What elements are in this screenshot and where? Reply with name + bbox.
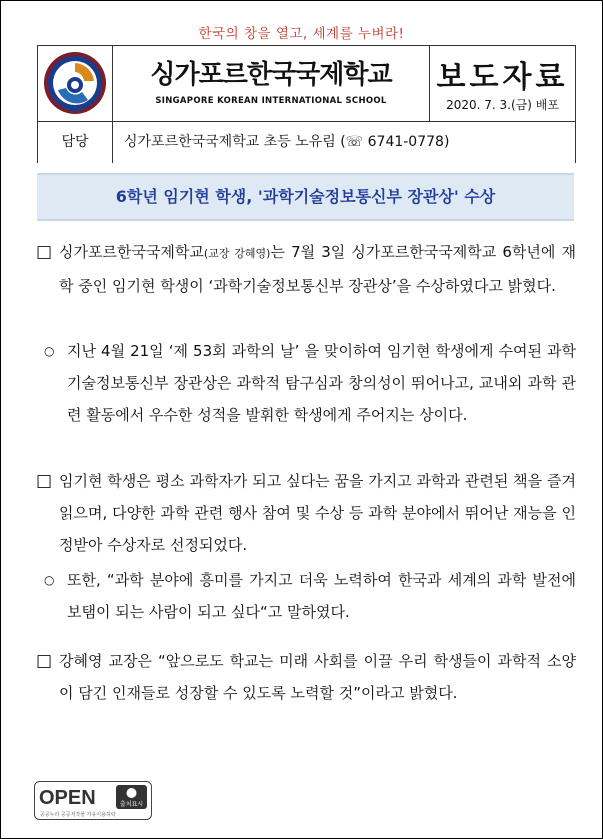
press-release-title: 보도자료	[436, 60, 569, 95]
kogl-open-license-logo	[34, 781, 152, 820]
paragraph-4	[44, 564, 576, 628]
svg-text:출처표시: 출처표시	[119, 801, 144, 808]
school-name-english: SINGAPORE KOREAN INTERNATIONAL SCHOOL	[155, 96, 387, 106]
paragraph-text: 또한, “과학 분야에 흥미를 가지고 더욱 노력하여 한국과 세계의 과학 발전에 보탬이 되는 사람이 되고 싶다“고 말하였다.	[67, 571, 576, 621]
school-logo-cell	[38, 46, 113, 121]
svg-text:공공누리 공공저작물 자유이용허락: 공공누리 공공저작물 자유이용허락	[40, 812, 116, 818]
paragraph-3	[36, 465, 576, 561]
header-table	[37, 45, 576, 163]
headline: 6학년 임기현 학생, '과학기술정보통신부 장관상' 수상	[37, 173, 574, 221]
circle-bullet-icon: ○	[44, 573, 55, 587]
paragraph-1	[36, 236, 576, 302]
press-release-cell	[430, 46, 575, 121]
school-name-cell	[113, 46, 430, 121]
open-license-icon	[34, 781, 152, 820]
svg-text:OPEN: OPEN	[39, 787, 96, 809]
paragraph-text: 임기현 학생은 평소 과학자가 되고 싶다는 꿈을 가지고 과학과 관련된 책을 즐겨 읽으며, 다양한 과학 관련 행사 참여 및 수상 등 과학 분야에서 뛰어난 재능을 인정받아 수상자로 선정되었다.	[59, 472, 576, 554]
paragraph-5	[36, 645, 576, 709]
paragraph-text: 지난 4월 21일 ‘제 53회 과학의 날’ 을 맞이하여 임기현 학생에게 수여된 과학기술정보통신부 장관상은 과학적 탐구심과 창의성이 뛰어나고, 교내외 과학 관련 활동에서 우수한 성적을 발휘한 학생에게 주어지는 상이다.	[67, 342, 576, 424]
square-bullet-icon: □	[36, 651, 53, 671]
contact-label: 담당	[38, 122, 113, 163]
contact-row	[38, 121, 575, 163]
circle-bullet-icon: ○	[44, 344, 55, 358]
school-motto: 한국의 창을 열고, 세계를 누벼라!	[198, 26, 405, 42]
school-logo-icon	[38, 46, 112, 121]
paragraph-2	[44, 335, 576, 431]
contact-info: 싱가포르한국국제학교 초등 노유림 (☏ 6741-0778)	[124, 134, 450, 150]
school-name: 싱가포르한국국제학교	[150, 60, 392, 90]
square-bullet-icon: □	[36, 242, 53, 262]
paragraph-text: 싱가포르한국국제학교(교장 강혜영)는 7월 3일 싱가포르한국국제학교 6학년에 재학 중인 임기현 학생이 ‘과학기술정보통신부 장관상’을 수상하였다고 밝혔다.	[59, 243, 576, 295]
paragraph-text: 강혜영 교장은 “앞으로도 학교는 미래 사회를 이끌 우리 학생들이 과학적 소양이 담긴 인재들로 성장할 수 있도록 노력할 것”이라고 밝혔다.	[59, 652, 576, 702]
release-date: 2020. 7. 3.(금) 배포	[446, 98, 559, 112]
square-bullet-icon: □	[36, 471, 53, 491]
